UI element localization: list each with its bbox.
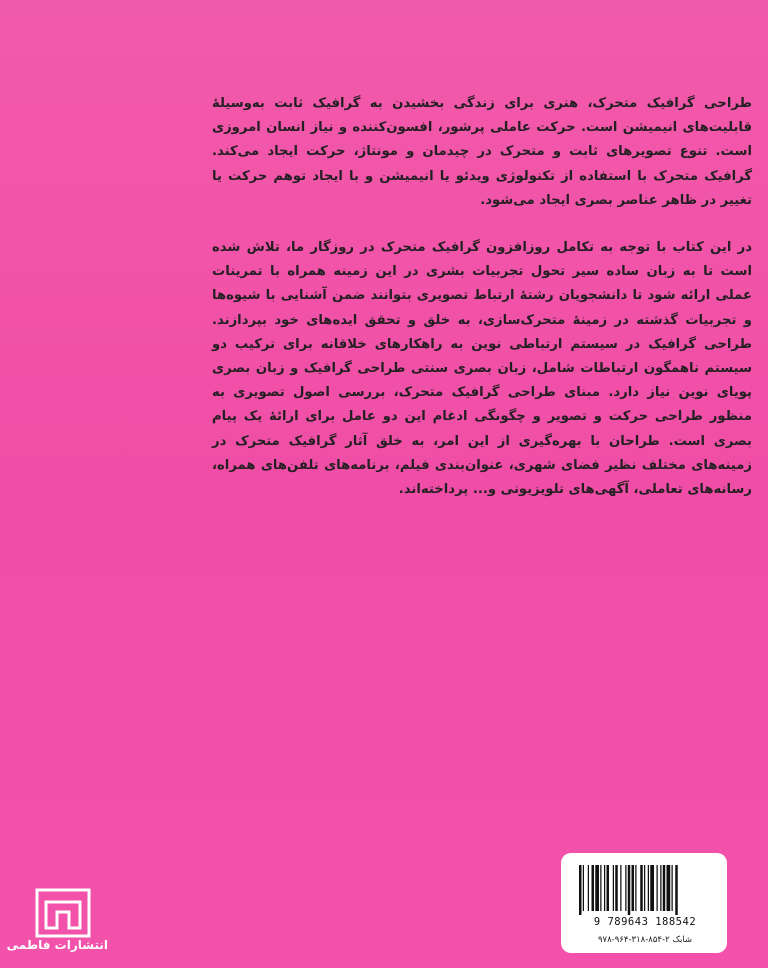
barcode-icon [575, 865, 715, 915]
barcode-label [561, 853, 727, 953]
isbn-number: شابک ۲-۸۵۴-۳۱۸-۹۶۴-۹۷۸ [597, 935, 693, 945]
description-paragraph-1: طراحی گرافیک متحرک، هنری برای زندگی بخشیدن به گرافیک ثابت به‌وسیلهٔ قابلیت‌های انیمیشن است. حرکت عاملی پرشور، افسون‌کننده و نیاز انسان امروزی است. تنوع تصویرهای ثابت و متحرک در چیدمان و مونتاژ، حرکت ایجاد می‌کند. گرافیک متحرک با استفاده از تکنولوژی ویدئو یا انیمیشن و با ایجاد توهم حرکت یا تغییر در ظاهر عناصر بصری ایجاد می‌شود. [212, 96, 752, 208]
publisher-name: انتشارات فاطمی [6, 938, 108, 952]
description-paragraph-2: در این کتاب با توجه به تکامل روزافزون گرافیک متحرک در روزگار ما، تلاش شده است تا به زبان ساده سیر تحول تجربیات بشری در این زمینه همراه با تمرینات عملی ارائه شود تا دانشجویان رشتهٔ ارتباط تصویری بتوانند ضمن آشنایی با شیوه‌ها و تجربیات گذشته در زمینهٔ متحرک‌سازی، به خلق و تحقق ایده‌های خود بپردازند. طراحی گرافیک در سیستم ارتباطی نوین به راهکارهای خلاقانه برای ترکیب دو سیستم ناهمگون ارتباطات شامل، زبان بصری سنتی طراحی گرافیک و زبان بصری پویای نوین نیاز دارد. مبنای طراحی گرافیک متحرک، بررسی اصول تصویری به منظور طراحی حرکت و تصویر و چگونگی ادغام این دو عامل برای ارائهٔ یک پیام بصری است. طراحان با بهره‌گیری از این امر، به خلق آثار گرافیک متحرک در زمینه‌های مختلف نظیر فضای شهری، عنوان‌بندی فیلم، برنامه‌های تلفن‌های همراه، رسانه‌های تعاملی، آگهی‌های تلویزیونی و... پرداخته‌اند. [212, 240, 752, 498]
barcode-digits: 9 789643 188542 [593, 916, 697, 928]
